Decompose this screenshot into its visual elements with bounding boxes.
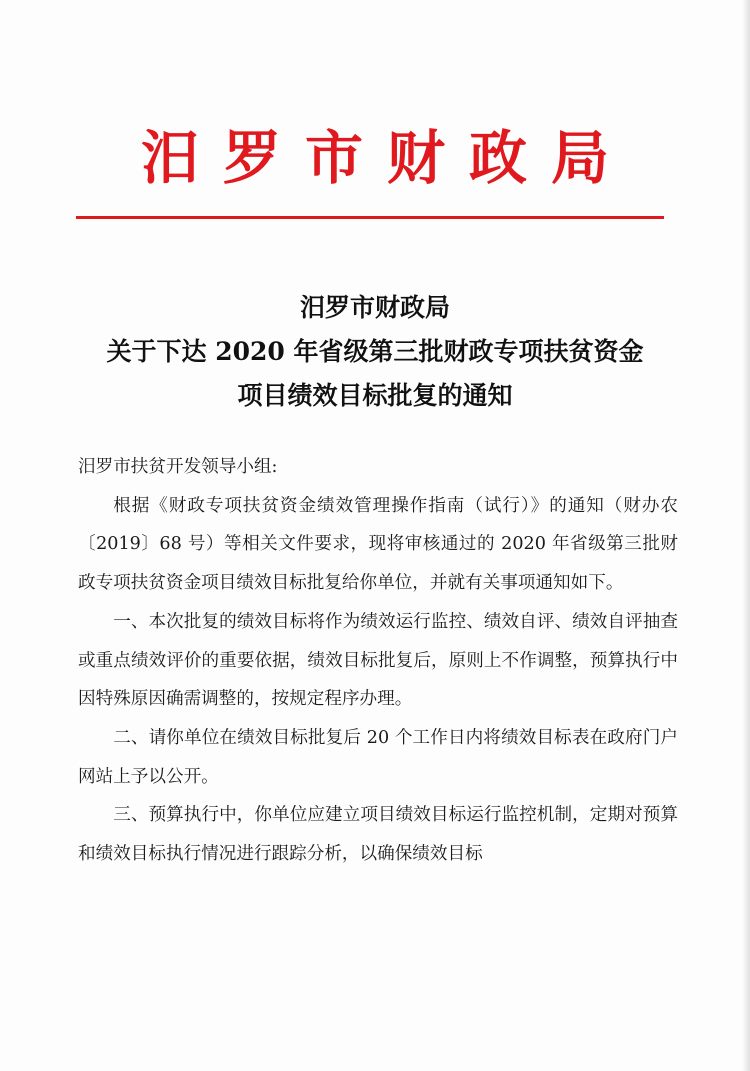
paragraph-item-2: 二、请你单位在绩效目标批复后 20 个工作日内将绩效目标表在政府门户网站上予以公开。 (78, 727, 678, 787)
paragraph-intro: 根据《财政专项扶贫资金绩效管理操作指南（试行）》的通知（财办农〔2019〕68 号）等相关文件要求，现将审核通过的 2020 年省级第三批财政专项扶贫资金项目绩效目标批复给你单位，并就有关事项通知如下。 (78, 495, 678, 594)
salutation: 汨罗市扶贫开发领导小组: (78, 457, 278, 477)
paragraph-item-3: 三、预算执行中，你单位应建立项目绩效目标运行监控机制，定期对预算和绩效目标执行情况进行跟踪分析，以确保绩效目标 (78, 805, 678, 865)
title-line-2: 关于下达 2020 年省级第三批财政专项扶贫资金 (106, 337, 644, 366)
document-title (0, 286, 750, 418)
letterhead-org-name: 汨罗市财政局 (140, 124, 633, 192)
document-body (78, 448, 678, 874)
title-line-3: 项目绩效目标批复的通知 (237, 381, 513, 410)
title-line-1: 汨罗市财政局 (299, 293, 450, 322)
paragraph-item-1: 一、本次批复的绩效目标将作为绩效运行监控、绩效自评、绩效自评抽查或重点绩效评价的重要依据，绩效目标批复后，原则上不作调整，预算执行中因特殊原因确需调整的，按规定程序办理。 (78, 611, 678, 710)
letterhead-red-rule (76, 216, 664, 219)
